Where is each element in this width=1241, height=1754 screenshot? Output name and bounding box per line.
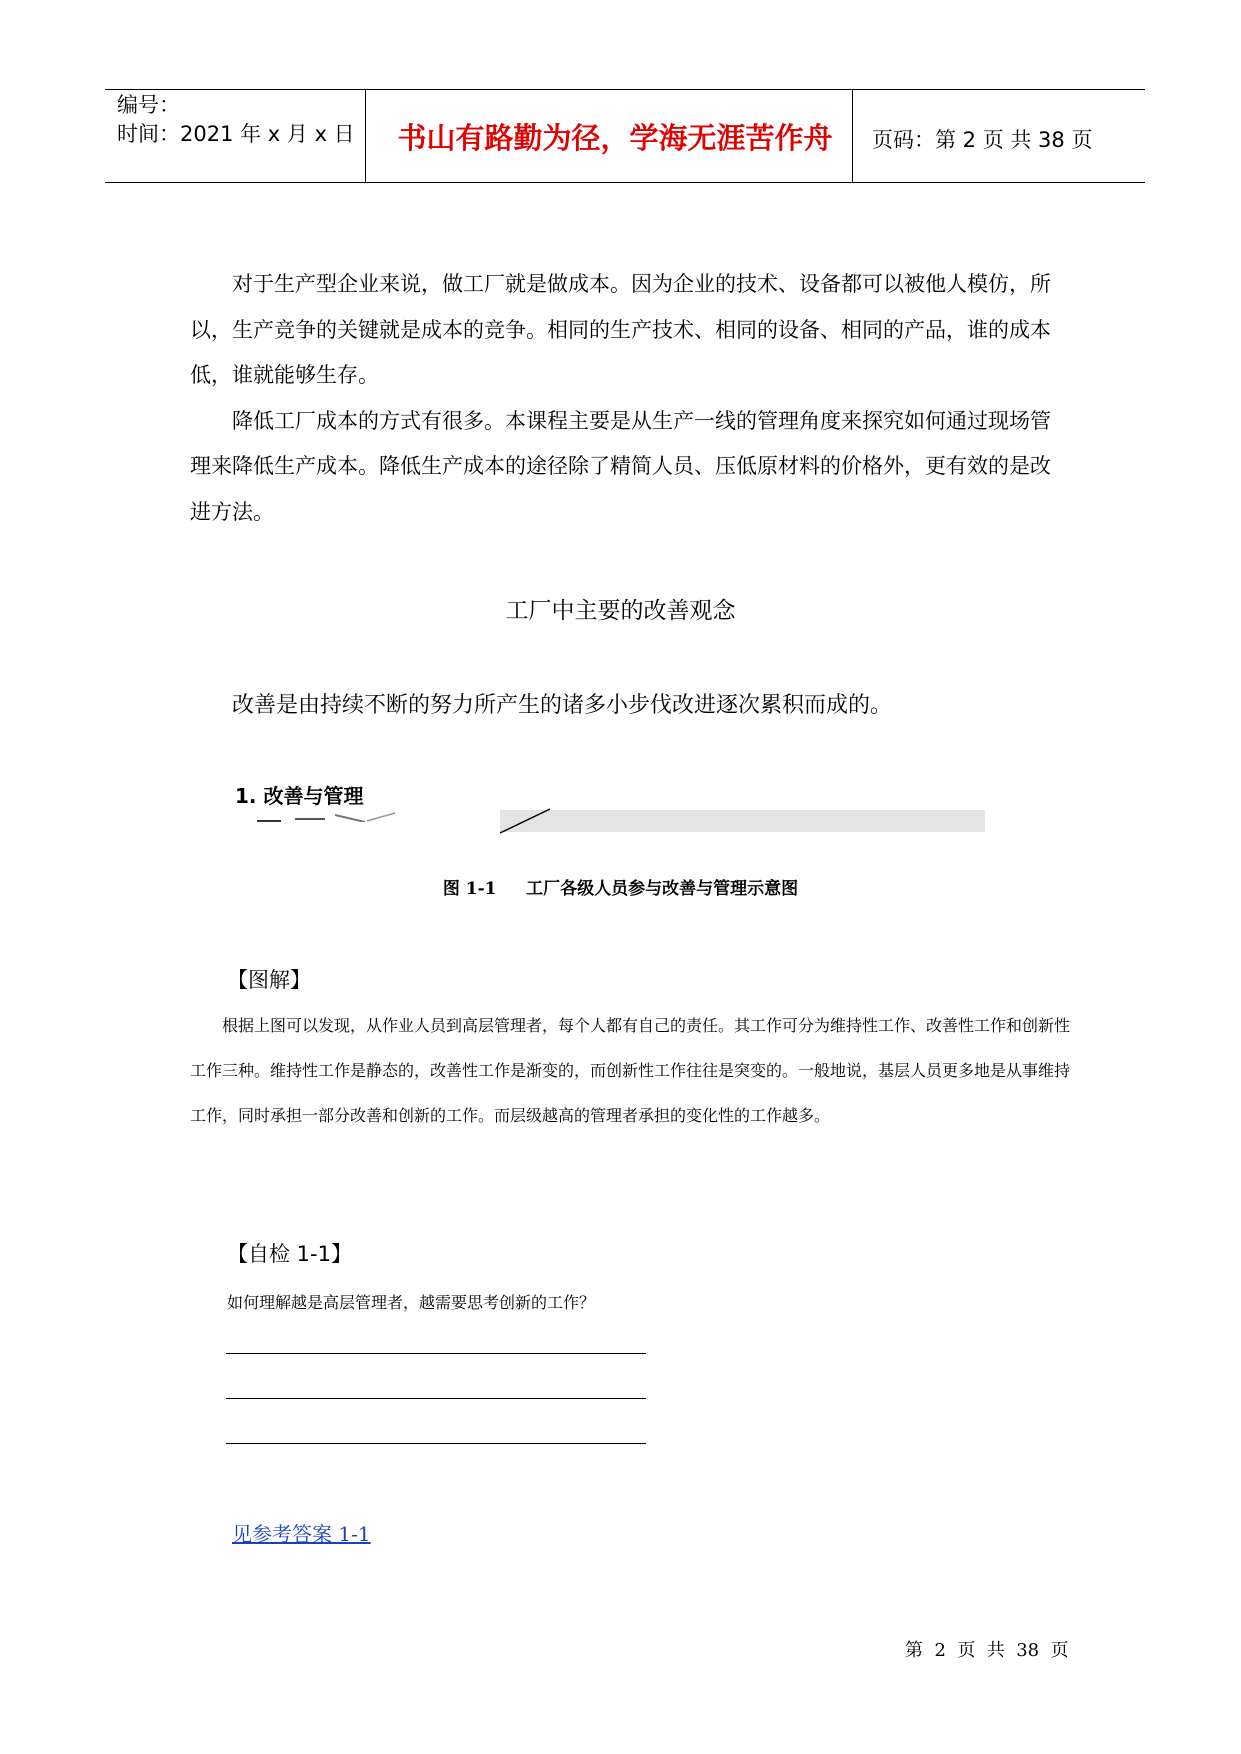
- intro-paragraph-2: 降低工厂成本的方式有很多。本课程主要是从生产一线的管理角度来探究如何通过现场管理来降低生产成本。降低生产成本的途径除了精简人员、压低原材料的价格外，更有效的是改进方法。: [190, 408, 1051, 524]
- figure-fragment-strokes: [255, 809, 405, 822]
- subsection-heading: 1. 改善与管理: [235, 784, 364, 808]
- header-number-label: 编号：: [117, 93, 180, 117]
- header-meta: [117, 91, 355, 149]
- header-motto: 书山有路勤为径，学海无涯苦作舟: [397, 121, 833, 155]
- selfcheck-question: 如何理解越是高层管理者，越需要思考创新的工作？: [227, 1293, 596, 1312]
- figure-caption: 图 1-1 工厂各级人员参与改善与管理示意图: [442, 879, 799, 899]
- reference-answer-link[interactable]: 见参考答案 1-1: [232, 1522, 371, 1546]
- section-title: 工厂中主要的改善观念: [505, 598, 736, 624]
- header-top-rule: [105, 89, 1145, 90]
- explain-label: 【图解】: [227, 968, 311, 992]
- answer-line-3[interactable]: [226, 1443, 646, 1444]
- figure-diagonal-line: [498, 806, 558, 836]
- explain-text: [190, 1003, 1070, 1138]
- header-time-label: 时间：2021 年 x 月 x 日: [117, 122, 355, 146]
- header-bottom-rule: [105, 182, 1145, 183]
- header-page-label: 页码：第 2 页 共 38 页: [872, 128, 1093, 152]
- footer-page-number: 第 2 页 共 38 页: [905, 1640, 1069, 1661]
- header-divider-left: [365, 90, 366, 183]
- figure-fragment-left: [255, 808, 405, 822]
- answer-line-1[interactable]: [226, 1353, 646, 1354]
- selfcheck-label: 【自检 1-1】: [227, 1242, 352, 1266]
- intro-paragraph-1: 对于生产型企业来说，做工厂就是做成本。因为企业的技术、设备都可以被他人模仿，所以，生产竞争的关键就是成本的竞争。相同的生产技术、相同的设备、相同的产品，谁的成本低，谁就能够生存。: [190, 272, 1051, 387]
- section-lead: 改善是由持续不断的努力所产生的诸多小步伐改进逐次累积而成的。: [232, 693, 893, 718]
- intro-text: [190, 262, 1070, 535]
- answer-line-2[interactable]: [226, 1398, 646, 1399]
- explain-paragraph: 根据上图可以发现，从作业人员到高层管理者，每个人都有自己的责任。其工作可分为维持性工作、改善性工作和创新性工作三种。维持性工作是静态的，改善性工作是渐变的，而创新性工作往往是突变的。一般地说，基层人员更多地是从事维持工作，同时承担一部分改善和创新的工作。而层级越高的管理者承担的变化性的工作越多。: [190, 1016, 1071, 1125]
- figure-image: [500, 810, 985, 832]
